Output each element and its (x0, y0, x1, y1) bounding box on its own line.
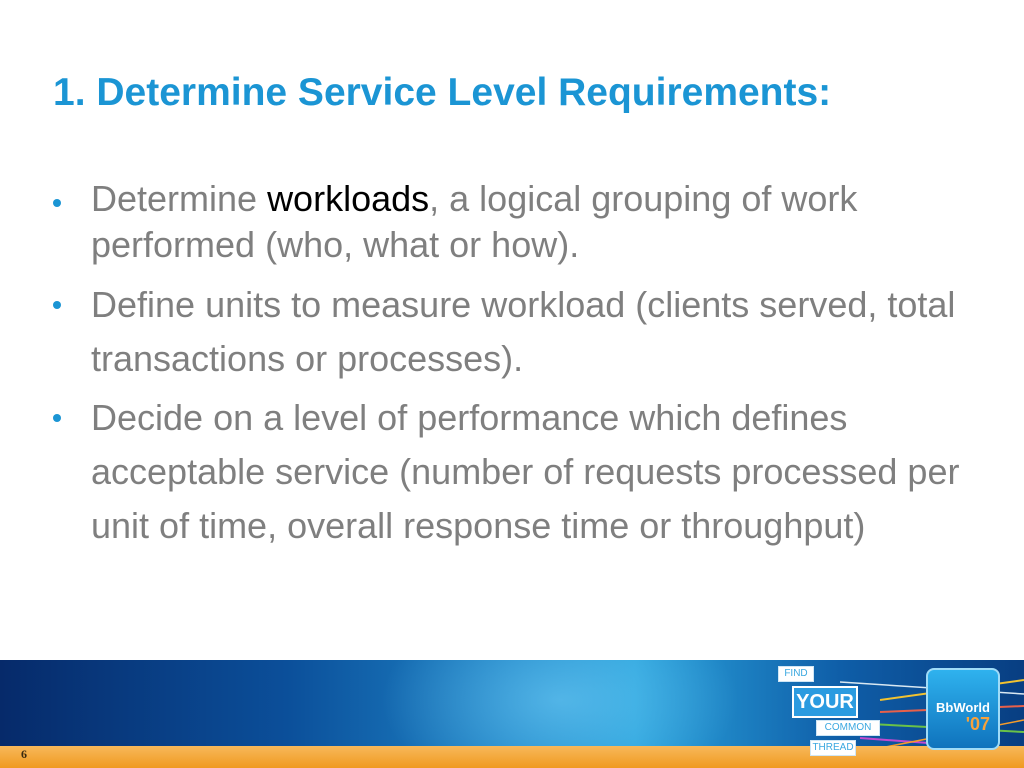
logo-word-find: FIND (778, 666, 814, 682)
slide-title: 1. Determine Service Level Requirements: (53, 71, 832, 114)
bullet-text-after: , a logical grouping of work performed (who, what or how). (91, 178, 858, 265)
bbworld-badge (926, 668, 1000, 750)
bullet-text-before: Determine (91, 178, 268, 219)
footer-banner (0, 660, 1024, 768)
logo-word-thread: THREAD (810, 740, 856, 756)
bbworld-logo (760, 664, 1024, 768)
bullet-item (52, 391, 982, 553)
bullet-list (52, 176, 982, 553)
bullet-item (52, 176, 982, 268)
logo-word-common: COMMON (816, 720, 880, 736)
bullet-dot-icon (53, 301, 61, 309)
badge-year: '07 (965, 714, 990, 734)
badge-brand: BbWorld (936, 700, 990, 715)
bullet-dot-icon (53, 199, 61, 207)
bullet-item (52, 278, 982, 386)
bullet-text: Define units to measure workload (clients served, total transactions or processes). (91, 284, 956, 379)
logo-word-your: YOUR (792, 686, 858, 718)
page-number: 6 (21, 747, 27, 761)
bullet-text: Decide on a level of performance which defines acceptable service (number of requests processed per unit of time, overall response time or throughput) (91, 397, 960, 546)
bullet-dot-icon (53, 414, 61, 422)
bullet-highlight: workloads (267, 178, 430, 219)
